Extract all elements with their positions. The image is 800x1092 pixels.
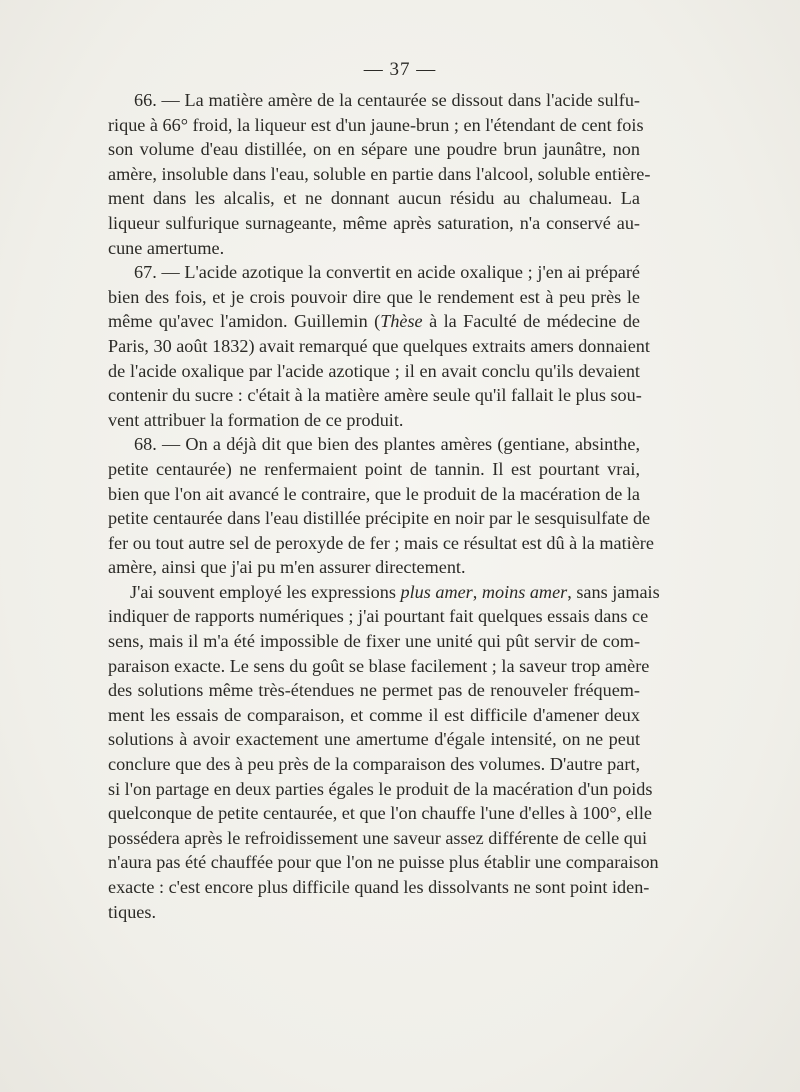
text-line: si l'on partage en deux parties égales le produit de la macération d'un poids	[108, 778, 653, 799]
text-line: amère, insoluble dans l'eau, soluble en partie dans l'alcool, soluble entière-	[108, 163, 651, 184]
text-line: amère, ainsi que j'ai pu m'en assurer directement.	[108, 557, 466, 578]
text-line: 66. — La matière amère de la centaurée se dissout dans l'acide sulfu-	[134, 90, 640, 110]
paragraph-67	[108, 260, 650, 432]
italic-text: moins amer	[481, 581, 568, 602]
text-line: tiques.	[108, 901, 156, 922]
text-line: petite centaurée dans l'eau distillée précipite en noir par le sesquisulfate de	[108, 508, 651, 529]
text-line: des solutions même très-étendues ne permet pas de renouveler fréquem-	[108, 680, 640, 701]
text-line: paraison exacte. Le sens du goût se blase facilement ; la saveur trop amère	[108, 655, 650, 676]
text-line: ment dans les alcalis, et ne donnant aucun résidu au chalumeau. La	[108, 188, 640, 209]
text-line: fer ou tout autre sel de peroxyde de fer ; mais ce résultat est dû à la matière	[108, 532, 654, 553]
text-line: exacte : c'est encore plus difficile quand les dissolvants ne sont point iden-	[108, 877, 650, 897]
text-line: bien que l'on ait avancé le contraire, que le produit de la macération de la	[108, 483, 640, 504]
text-line: Paris, 30 août 1832) avait remarqué que quelques extraits amers donnaient	[108, 335, 650, 356]
text-line: bien des fois, et je crois pouvoir dire que le rendement est à peu près le	[108, 286, 640, 307]
text-line: sens, mais il m'a été impossible de fixer une unité qui pût servir de com-	[108, 631, 640, 652]
paragraph-66	[108, 88, 651, 260]
text-line: n'aura pas été chauffée pour que l'on ne puisse plus établir une comparaison	[108, 852, 659, 873]
text-line: quelconque de petite centaurée, et que l'on chauffe l'une d'elles à 100°, elle	[108, 803, 652, 824]
text-line: possédera après le refroidissement une saveur assez différente de celle qui	[108, 827, 647, 848]
page-number: — 37 —	[363, 59, 437, 80]
text-line: 67. — L'acide azotique la convertit en acide oxalique ; j'en ai préparé	[134, 262, 640, 283]
text-line: même qu'avec l'amidon. Guillemin (Thèse à la Faculté de médecine de	[108, 311, 640, 332]
text-line: ment les essais de comparaison, et comme il est difficile d'amener deux	[108, 704, 640, 725]
text-line: cune amertume.	[108, 237, 225, 258]
text-line: solutions à avoir exactement une amertume d'égale intensité, on ne peut	[108, 729, 640, 750]
text-line: de l'acide oxalique par l'acide azotique ; il en avait conclu qu'ils devaient	[108, 360, 640, 381]
text-line: 68. — On a déjà dit que bien des plantes amères (gentiane, absinthe,	[134, 434, 640, 455]
text-line: J'ai souvent employé les expressions plus amer, moins amer, sans jamais	[130, 581, 660, 602]
body-text	[108, 88, 660, 924]
paragraph-69	[108, 580, 660, 924]
italic-text: plus amer	[400, 581, 473, 602]
text-line: rique à 66° froid, la liqueur est d'un jaune-brun ; en l'étendant de cent fois	[108, 114, 644, 135]
text-line: son volume d'eau distillée, on en sépare une poudre brun jaunâtre, non	[108, 139, 640, 160]
text-line: petite centaurée) ne renfermaient point de tannin. Il est pourtant vrai,	[108, 458, 640, 479]
text-line: indiquer de rapports numériques ; j'ai pourtant fait quelques essais dans ce	[108, 606, 649, 627]
paragraph-68	[108, 432, 654, 580]
text-line: contenir du sucre : c'était à la matière amère seule qu'il fallait le plus sou-	[108, 385, 642, 406]
italic-text: Thèse	[380, 311, 423, 332]
text-line: liqueur sulfurique surnageante, même après saturation, n'a conservé au-	[108, 212, 640, 233]
text-line: conclure que des à peu près de la comparaison des volumes. D'autre part,	[108, 754, 640, 775]
text-line: vent attribuer la formation de ce produit.	[108, 409, 404, 430]
